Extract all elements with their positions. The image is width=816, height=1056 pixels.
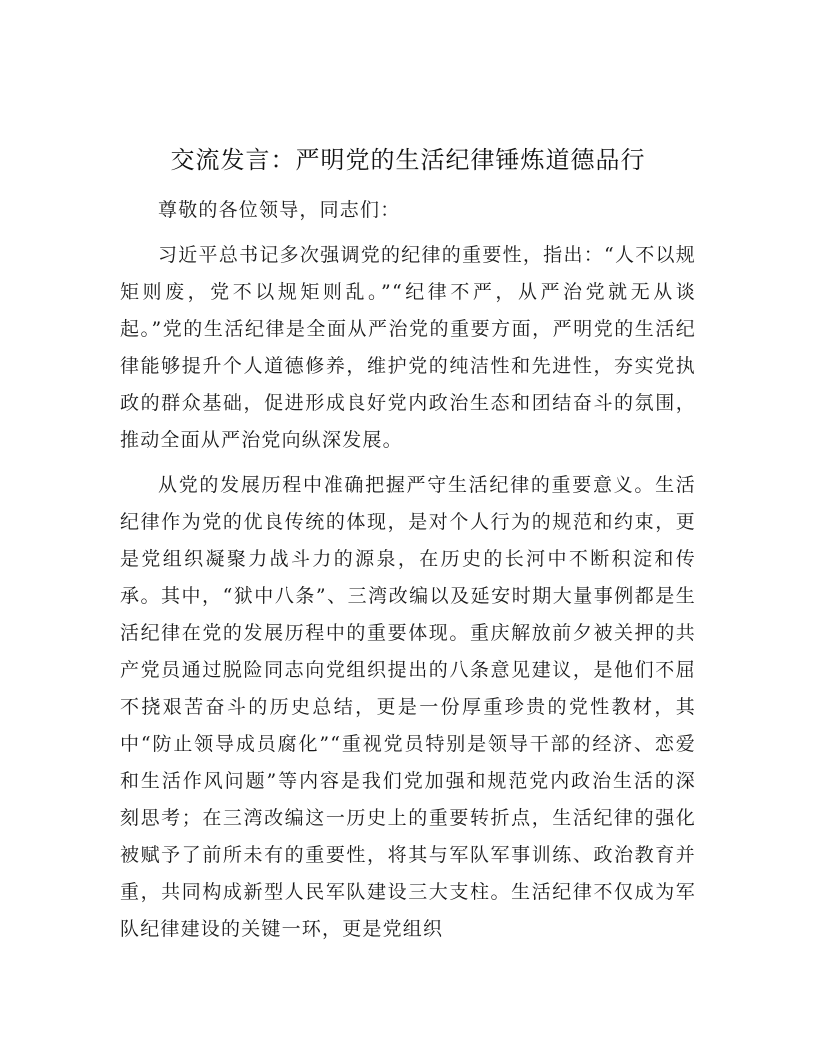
paragraph-2: 从党的发展历程中准确把握严守生活纪律的重要意义。生活纪律作为党的优良传统的体现，是对个人行为的规范和约束，更是党组织凝聚力战斗力的源泉，在历史的长河中不断积淀和传承。其中，“狱中八条”、三湾改编以及延安时期大量事例都是生活纪律在党的发展历程中的重要体现。重庆解放前夕被关押的共产党员通过脱险同志向党组织提出的八条意见建议，是他们不屈不挠艰苦奋斗的历史总结，更是一份厚重珍贵的党性教材，其中“防止领导成员腐化”“重视党员特别是领导干部的经济、恋爱和生活作风问题”等内容是我们党加强和规范党内政治生活的深刻思考；在三湾改编这一历史上的重要转折点，生活纪律的强化被赋予了前所未有的重要性，将其与军队军事训练、政治教育并重，共同构成新型人民军队建设三大支柱。生活纪律不仅成为军队纪律建设的关键一环，更是党组织 bbox=[120, 474, 696, 940]
paragraph-1: 习近平总书记多次强调党的纪律的重要性，指出：“人不以规矩则废，党不以规矩则乱。”“纪律不严，从严治党就无从谈起。”党的生活纪律是全面从严治党的重要方面，严明党的生活纪律能够提升个人道德修养，维护党的纯洁性和先进性，夯实党执政的群众基础，促进形成良好党内政治生态和团结奋斗的氛围，推动全面从严治党向纵深发展。 bbox=[120, 244, 696, 451]
document-title: 交流发言：严明党的生活纪律锤炼道德品行 bbox=[170, 146, 646, 174]
document-body bbox=[120, 192, 696, 956]
greeting: 尊敬的各位领导，同志们： bbox=[158, 199, 401, 221]
